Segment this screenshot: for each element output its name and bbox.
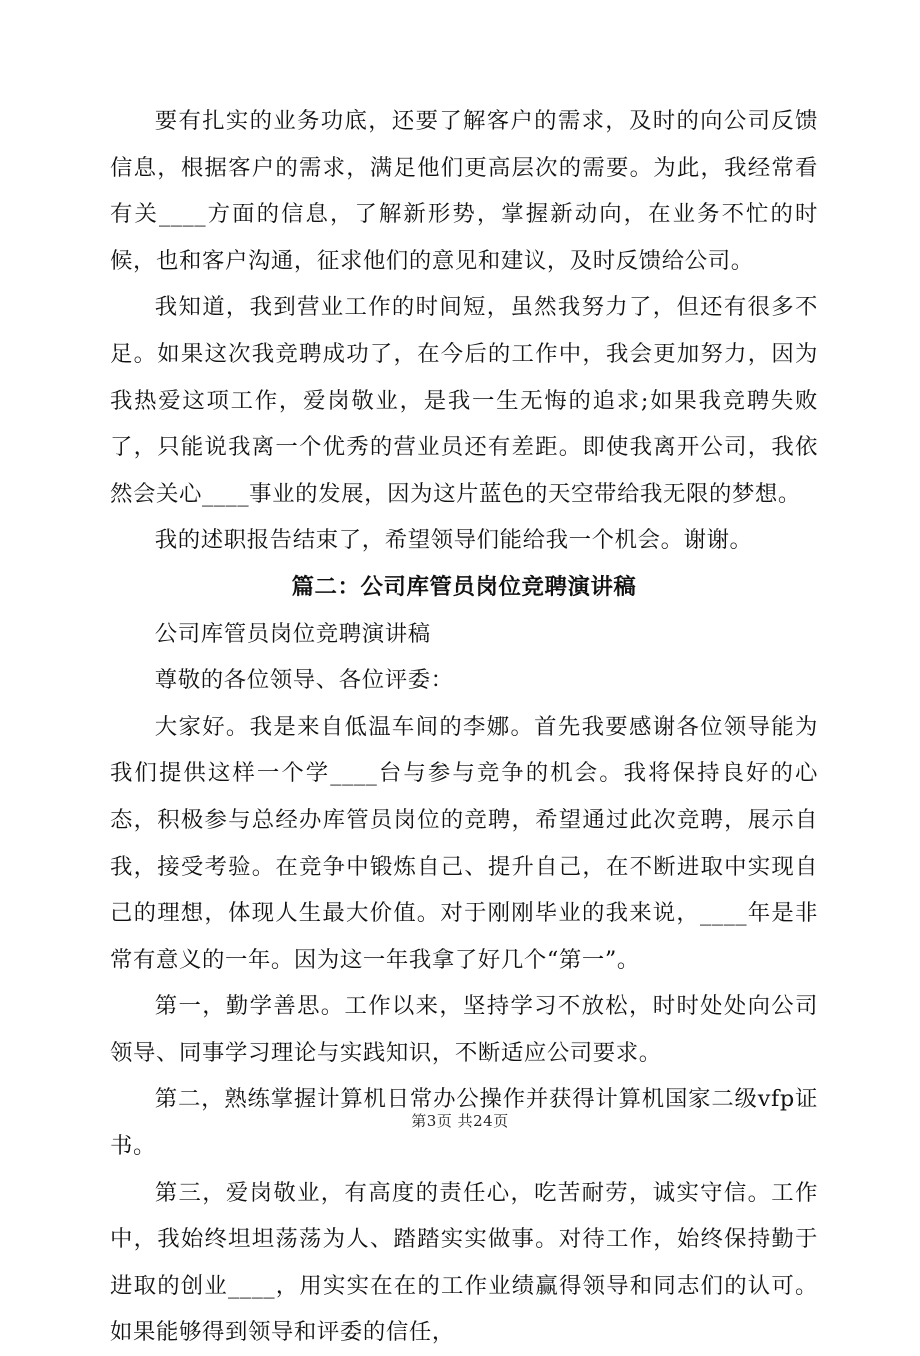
paragraph: 我的述职报告结束了，希望领导们能给我一个机会。谢谢。 bbox=[154, 527, 753, 554]
paragraph: 我知道，我到营业工作的时间短，虽然我努力了，但还有很多不足。如果这次我竞聘成功了，在今后的工作中，我会更加努力，因为我热爱这项工作，爱岗敬业，是我一生无悔的追求;如果我竞聘失败了，只能说我离一个优秀的营业员还有差距。即使我离开公司，我依然会关心____事业的发展，因为这片蓝色的天空带给我无限的梦想。 bbox=[110, 294, 818, 507]
document-body bbox=[110, 98, 818, 1356]
page-footer: 第3页 共24页 bbox=[411, 1112, 509, 1130]
paragraph: 第二，熟练掌握计算机日常办公操作并获得计算机国家二级vfp证书。 bbox=[110, 1086, 818, 1160]
paragraph: 要有扎实的业务功底，还要了解客户的需求，及时的向公司反馈信息，根据客户的需求，满足他们更高层次的需要。为此，我经常看有关____方面的信息，了解新形势，掌握新动向，在业务不忙的时候，也和客户沟通，征求他们的意见和建议，及时反馈给公司。 bbox=[110, 108, 818, 274]
paragraph: 大家好。我是来自低温车间的李娜。首先我要感谢各位领导能为我们提供这样一个学____台与参与竞争的机会。我将保持良好的心态，积极参与总经办库管员岗位的竞聘，希望通过此次竞聘，展示自我，接受考验。在竞争中锻炼自己、提升自己，在不断进取中实现自己的理想，体现人生最大价值。对于刚刚毕业的我来说，____年是非常有意义的一年。因为这一年我拿了好几个“第一”。 bbox=[110, 713, 818, 973]
paragraph: 公司库管员岗位竞聘演讲稿 bbox=[154, 620, 431, 647]
section-heading: 篇二：公司库管员岗位竞聘演讲稿 bbox=[291, 573, 637, 600]
paragraph: 第三，爱岗敬业，有高度的责任心，吃苦耐劳，诚实守信。工作中，我始终坦坦荡荡为人、踏踏实实做事。对待工作，始终保持勤于进取的创业____，用实实在在的工作业绩赢得领导和同志们的认可。如果能够得到领导和评委的信任， bbox=[110, 1179, 818, 1346]
paragraph: 第一，勤学善思。工作以来，坚持学习不放松，时时处处向公司领导、同事学习理论与实践知识，不断适应公司要求。 bbox=[110, 993, 818, 1066]
paragraph: 尊敬的各位领导、各位评委： bbox=[154, 667, 454, 694]
